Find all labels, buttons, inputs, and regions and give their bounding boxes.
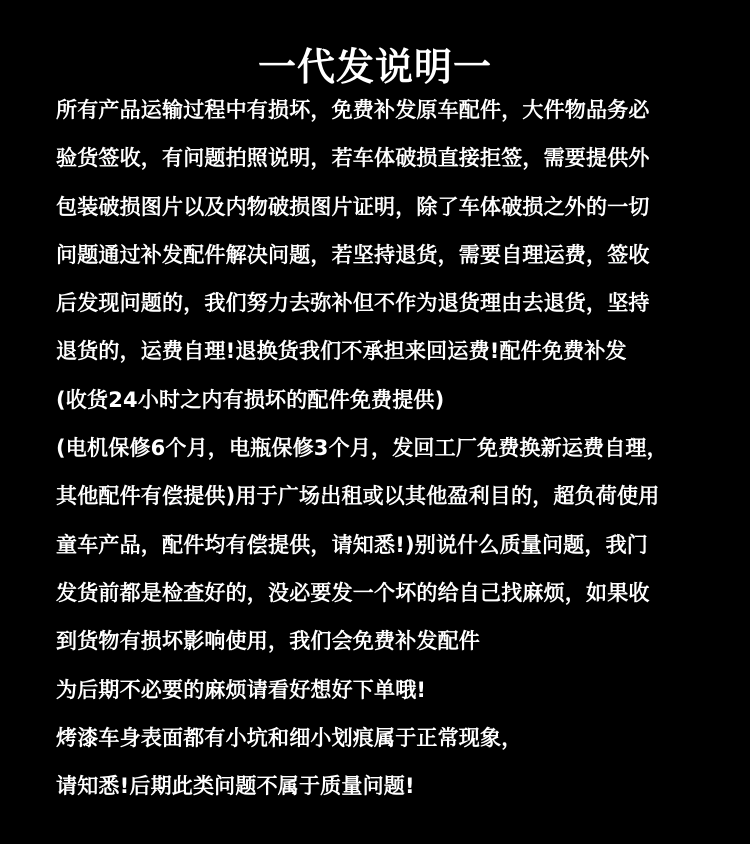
page-title: 一代发说明一 [257, 45, 492, 89]
notice-line: (电机保修6个月，电瓶保修3个月，发回工厂免费换新运费自理， [56, 436, 668, 461]
notice-line: 到货物有损坏影响使用，我们会免费补发配件 [56, 629, 480, 654]
notice-line: 烤漆车身表面都有小坑和细小划痕属于正常现象， [56, 725, 523, 750]
notice-line: 童车产品，配件均有偿提供，请知悉!)别说什么质量问题，我门 [56, 532, 648, 557]
notice-line: 包装破损图片以及内物破损图片证明，除了车体破损之外的一切 [56, 194, 650, 219]
notice-line: 问题通过补发配件解决问题，若坚持退货，需要自理运费，签收 [56, 242, 650, 267]
notice-line: (收货24小时之内有损坏的配件免费提供) [56, 387, 445, 412]
notice-line: 请知悉!后期此类问题不属于质量问题! [56, 774, 415, 799]
notice-line: 退货的，运费自理!退换货我们不承担来回运费!配件免费补发 [56, 339, 627, 364]
notice-line: 发货前都是检查好的，没必要发一个坏的给自己找麻烦，如果收 [56, 580, 650, 605]
notice-line: 为后期不必要的麻烦请看好想好下单哦! [56, 677, 427, 702]
notice-line: 验货签收，有问题拍照说明，若车体破损直接拒签，需要提供外 [56, 146, 650, 171]
notice-line: 其他配件有偿提供)用于广场出租或以其他盈利目的，超负荷使用 [56, 484, 660, 509]
notice-line: 所有产品运输过程中有损坏，免费补发原车配件，大件物品务必 [56, 98, 650, 122]
notice-body [56, 88, 736, 812]
notice-line: 后发现问题的，我们努力去弥补但不作为退货理由去退货，坚持 [56, 291, 650, 316]
